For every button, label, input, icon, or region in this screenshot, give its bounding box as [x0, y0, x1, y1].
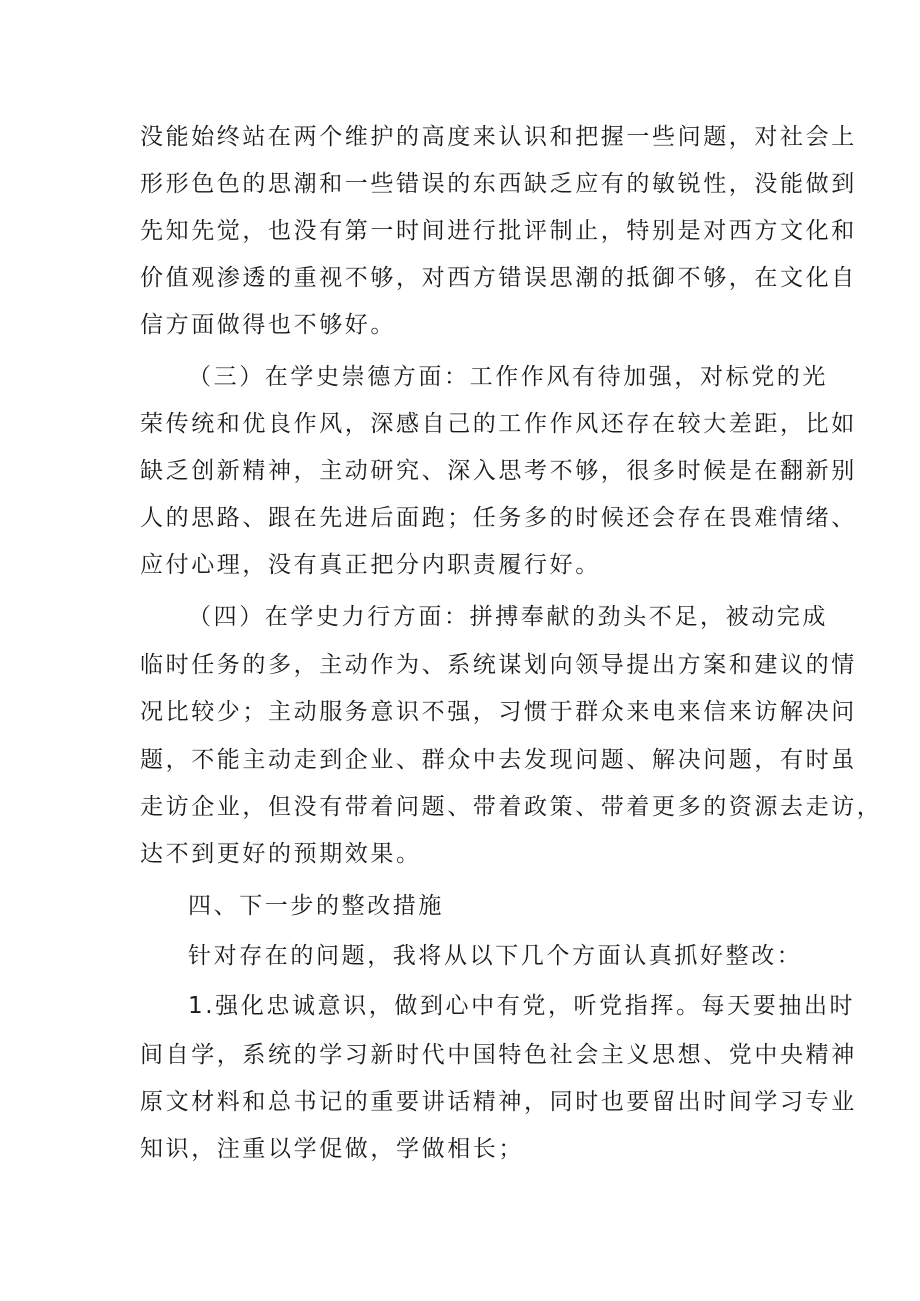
- paragraph-line: 应付心理，没有真正把分内职责履行好。: [140, 552, 601, 578]
- paragraph-line: （四）在学史力行方面：拼搏奉献的劲头不足，被动完成: [188, 604, 828, 630]
- list-item-line: 1.强化忠诚意识，做到心中有党，听党指挥。每天要抽出时: [188, 993, 856, 1019]
- paragraph-line: 况比较少；主动服务意识不强，习惯于群众来电来信来访解决问: [140, 699, 857, 725]
- paragraph-line: 人的思路、跟在先进后面跑；任务多的时候还会存在畏难情绪、: [140, 505, 857, 531]
- section-heading: 四、下一步的整改措施: [188, 893, 444, 919]
- list-item-line: 原文材料和总书记的重要讲话精神，同时也要留出时间学习专业: [140, 1089, 857, 1115]
- paragraph-line: 荣传统和优良作风，深感自己的工作作风还存在较大差距，比如: [140, 411, 857, 437]
- paragraph-line: 没能始终站在两个维护的高度来认识和把握一些问题，对社会上: [140, 124, 857, 150]
- paragraph-line: 题，不能主动走到企业、群众中去发现问题、解决问题，有时虽: [140, 747, 857, 773]
- paragraph-line: 价值观渗透的重视不够，对西方错误思潮的抵御不够，在文化自: [140, 265, 857, 291]
- paragraph-line: （三）在学史崇德方面：工作作风有待加强，对标党的光: [188, 364, 828, 390]
- list-item-line: 知识，注重以学促做，学做相长；: [140, 1136, 524, 1162]
- paragraph-line: 临时任务的多，主动作为、系统谋划向领导提出方案和建议的情: [140, 652, 857, 678]
- paragraph-line: 达不到更好的预期效果。: [140, 841, 422, 867]
- paragraph-line: 走访企业，但没有带着问题、带着政策、带着更多的资源去走访，: [140, 794, 883, 820]
- paragraph-line: 信方面做得也不够好。: [140, 312, 396, 338]
- paragraph-line: 形形色色的思潮和一些错误的东西缺乏应有的敏锐性，没能做到: [140, 171, 857, 197]
- paragraph-line: 先知先觉，也没有第一时间进行批评制止，特别是对西方文化和: [140, 218, 857, 244]
- paragraph-line: 缺乏创新精神，主动研究、深入思考不够，很多时候是在翻新别: [140, 458, 857, 484]
- list-item-line: 间自学，系统的学习新时代中国特色社会主义思想、党中央精神: [140, 1042, 857, 1068]
- paragraph-line: 针对存在的问题，我将从以下几个方面认真抓好整改：: [188, 943, 803, 969]
